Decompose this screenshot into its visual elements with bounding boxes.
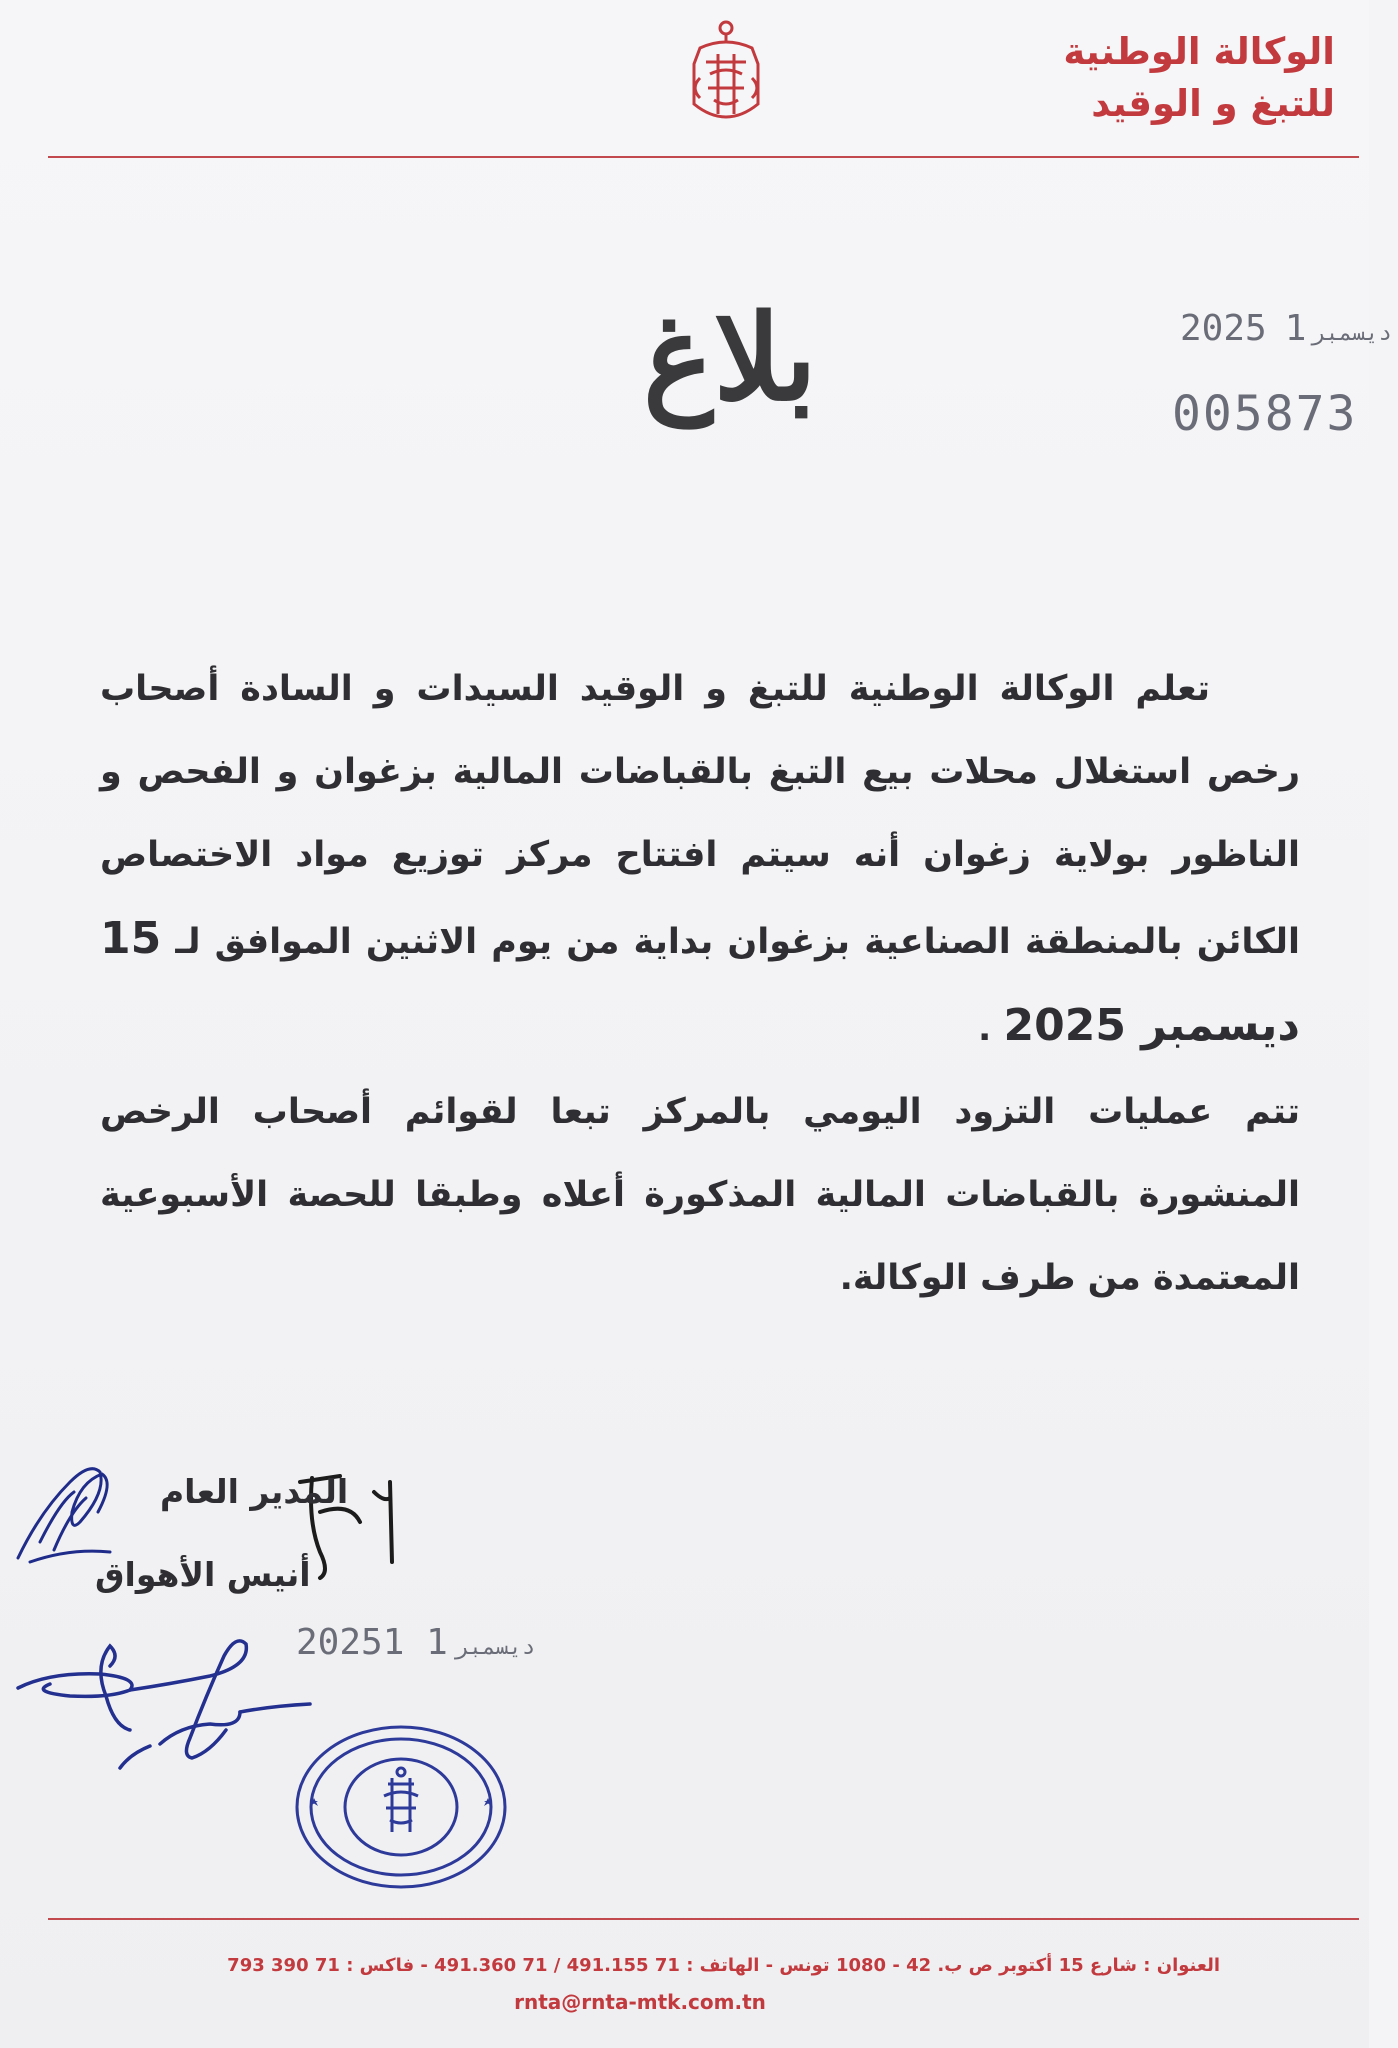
official-seal-icon <box>292 1722 510 1892</box>
signatory-title: المدير العام <box>160 1472 349 1511</box>
registration-month: ديسمبر <box>1312 321 1392 346</box>
footer-email: rnta@rnta-mtk.com.tn <box>514 1990 766 2014</box>
footer-divider <box>48 1918 1359 1920</box>
footer-address: العنوان : شارع 15 أكتوبر ص ب. 42 - 1080 تونس - الهاتف : 71 491.155 / 71 491.360 - فاكس : 71 390 793 <box>227 1955 1220 1976</box>
registration-number: 005873 <box>1172 386 1358 442</box>
paragraph-2: تتم عمليات التزود اليومي بالمركز تبعا لقوائم أصحاب الرخص المنشورة بالقباضات المالية المذكورة أعلاه وطبقا للحصة الأسبوعية المعتمدة من طرف الوكالة. <box>100 1092 1300 1298</box>
signature-date-year: 2025 <box>296 1622 383 1663</box>
signatory-name: أنيس الأهواق <box>95 1555 311 1594</box>
opening-date: 15 ديسمبر 2025 <box>100 913 1300 1051</box>
agency-name <box>1063 26 1335 130</box>
registration-day: 1 <box>1284 308 1307 349</box>
header-divider <box>48 156 1359 158</box>
document-title: بلاغ <box>643 288 817 427</box>
agency-name-line2: للتبغ و الوقيد <box>1091 82 1335 125</box>
document-body <box>100 648 1300 1320</box>
signature-date-month: ديسمبر <box>455 1635 536 1660</box>
agency-name-line1: الوكالة الوطنية <box>1063 30 1335 73</box>
handwritten-signature-icon <box>10 1626 320 1776</box>
signature-date-day: 1 1 <box>382 1622 448 1663</box>
initials-signature-icon <box>10 1452 120 1572</box>
agency-logo-icon <box>680 18 772 136</box>
paragraph-1 <box>100 648 1300 1071</box>
registration-year: 2025 <box>1180 308 1267 349</box>
paragraph-1-end: . <box>978 1009 992 1049</box>
registration-date-stamp <box>1180 308 1392 349</box>
signature-date-stamp <box>296 1622 543 1663</box>
paragraph-1-text: تعلم الوكالة الوطنية للتبغ و الوقيد السيدات و السادة أصحاب رخص استغلال محلات بيع التبغ بالقباضات المالية بزغوان و الفحص و الناظور بولاية زغوان أنه سيتم افتتاح مركز توزيع مواد الاختصاص الكائن بالمنطقة الصناعية بزغوان بداية من يوم الاثنين الموافق لـ <box>100 669 1300 962</box>
